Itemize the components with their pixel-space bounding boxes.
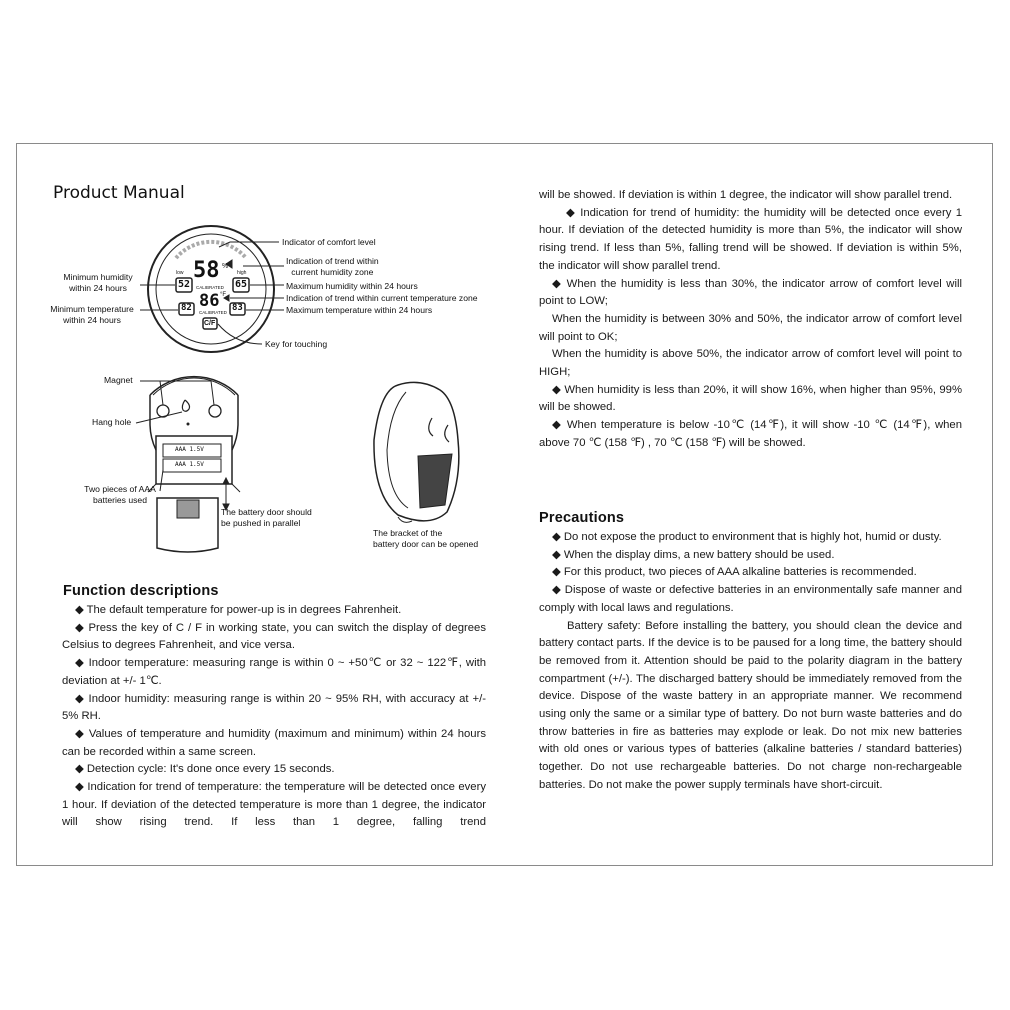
pc-paragraph: ◆ For this product, two pieces of AAA alkaline batteries is recommended. xyxy=(552,566,917,579)
callout-batteries: Two pieces of AAA batteries used xyxy=(84,484,156,505)
hang-hole-icon xyxy=(182,400,189,411)
callout-trend-temp: Indication of trend within current temperature zone xyxy=(286,293,478,303)
precautions-body xyxy=(539,529,962,795)
rc-paragraph: ◆ When humidity is less than 20%, it will show 16%, when higher than 95%, 99% will be showed. xyxy=(539,383,962,414)
rc-paragraph: ◆ When temperature is below -10℃ (14℉), it will show -10 ℃ (14℉), when above 70 ℃ (158 ℉) , 70 ℃ (158 ℉) will be showed. xyxy=(539,419,962,449)
pc-paragraph: ◆ When the display dims, a new battery should be used. xyxy=(552,548,835,561)
callout-bracket: The bracket of the battery door can be opened xyxy=(373,528,479,549)
right-column-body xyxy=(539,187,962,453)
pc-paragraph: ◆ Do not expose the product to environment that is highly hot, humid or dusty. xyxy=(552,531,942,543)
lcd-main-temp: 86 xyxy=(199,291,220,311)
fd-paragraph: ◆ Detection cycle: It's done once every 15 seconds. xyxy=(75,763,335,776)
comfort-arc xyxy=(176,242,246,258)
function-descriptions-body xyxy=(62,602,486,832)
lcd-unit-percent: % xyxy=(222,263,229,270)
magnet-right-icon xyxy=(209,405,221,417)
callout-comfort: Indicator of comfort level xyxy=(282,237,376,247)
lcd-tag-high: high xyxy=(237,270,247,276)
callout-min-humidity: Minimum humidity within 24 hours xyxy=(63,272,133,293)
callout-key: Key for touching xyxy=(265,339,328,349)
callout-magnet: Magnet xyxy=(104,375,133,385)
precautions-heading: Precautions xyxy=(539,510,625,526)
callout-max-temp: Maximum temperature within 24 hours xyxy=(286,305,433,315)
callout-min-temp: Minimum temperature within 24 hours xyxy=(50,304,134,325)
pc-paragraph: ◆ Dispose of waste or defective batteries in an environmentally safe manner and comply with local laws and regulations. xyxy=(539,584,962,614)
lcd-unit-f: °F xyxy=(220,292,227,298)
lcd-calibrated-1: CALIBRATED xyxy=(196,285,224,290)
callout-max-humidity: Maximum humidity within 24 hours xyxy=(286,281,418,291)
rc-paragraph: ◆ When the humidity is less than 30%, the indicator arrow of comfort level will point to LOW; xyxy=(539,277,962,308)
callout-hang-hole: Hang hole xyxy=(92,417,132,427)
lcd-max-humidity: 65 xyxy=(235,279,248,290)
lcd-calibrated-2: CALIBRATED xyxy=(199,310,227,315)
fd-paragraph: ◆ Indoor humidity: measuring range is within 20 ~ 95% RH, with accuracy at +/- 5% RH. xyxy=(62,692,486,723)
rc-paragraph: ◆ Indication for trend of humidity: the humidity will be detected once every 1 hour. If deviation of the detected humidity is more than 5%, the indicator will show rising trend. If less than 5%, falling trend will be showed. If deviation is within 5%, the indicator will show parallel trend. xyxy=(539,206,962,272)
fd-paragraph: ◆ Values of temperature and humidity (maximum and minimum) within 24 hours can be recorded within a same screen. xyxy=(62,727,486,758)
rc-paragraph: When the humidity is between 30% and 50%, the indicator arrow of comfort level will point to OK; xyxy=(539,312,962,343)
battery-1-label: AAA 1.5V xyxy=(175,446,204,453)
lcd-main-humidity: 58 xyxy=(193,258,220,283)
lcd-tag-low: low xyxy=(176,270,184,276)
pc-paragraph: Battery safety: Before installing the battery, you should clean the device and battery contact parts. If the device is to be paused for a long time, the battery should be removed from it. Attention should be paid to the polarity diagram in the battery compartment (+/-). The discharged battery should be immediately removed from the device. Dispose of the waste battery in an appropriate manner. We recommend using only the same or a similar type of battery. Do not burn waste batteries and do throw batteries in fire as batteries may explode or leak. Do not mix new batteries with old ones or various types of batteries (alkaline batteries / standard batteries) together. Do not use rechargeable batteries. Do not charge non-rechargeable batteries. Do not make the power supply terminals have short-circuit. xyxy=(539,619,962,791)
callout-trend-humidity: Indication of trend within current humidity zone xyxy=(286,256,379,277)
fd-paragraph: ◆ Press the key of C / F in working state, you can switch the display of degrees Celsius to degrees Fahrenheit, and vice versa. xyxy=(62,621,486,652)
rc-paragraph: will be showed. If deviation is within 1 degree, the indicator will show parallel trend. xyxy=(539,189,953,201)
rc-paragraph: When the humidity is above 50%, the indicator arrow of comfort level will point to HIGH; xyxy=(539,348,962,379)
battery-2-label: AAA 1.5V xyxy=(175,461,204,468)
bracket-icon xyxy=(418,454,452,508)
callout-line-hang xyxy=(136,412,182,423)
callout-door: The battery door should be pushed in parallel xyxy=(221,507,312,528)
lcd-max-temp: 83 xyxy=(232,303,243,313)
function-descriptions-heading: Function descriptions xyxy=(63,583,219,599)
page-title: Product Manual xyxy=(53,183,185,203)
lcd-min-temp: 82 xyxy=(181,303,192,313)
lcd-min-humidity: 52 xyxy=(178,279,191,290)
fd-paragraph: ◆ The default temperature for power-up is in degrees Fahrenheit. xyxy=(75,604,402,616)
side-body-edge xyxy=(387,392,408,508)
fd-paragraph: ◆ Indoor temperature: measuring range is within 0 ~ +50℃ or 32 ~ 122℉, with deviation at +/- 1℃. xyxy=(62,657,486,687)
fd-paragraph: ◆ Indication for trend of temperature: the temperature will be detected once every 1 hour. If deviation of the detected temperature is more than 1 degree, the indicator will show rising trend. If less than 1 degree, falling trend xyxy=(62,781,486,829)
battery-door-grip xyxy=(177,500,199,518)
back-top-arc xyxy=(150,377,238,395)
lcd-key-cf: C/F xyxy=(204,320,216,327)
